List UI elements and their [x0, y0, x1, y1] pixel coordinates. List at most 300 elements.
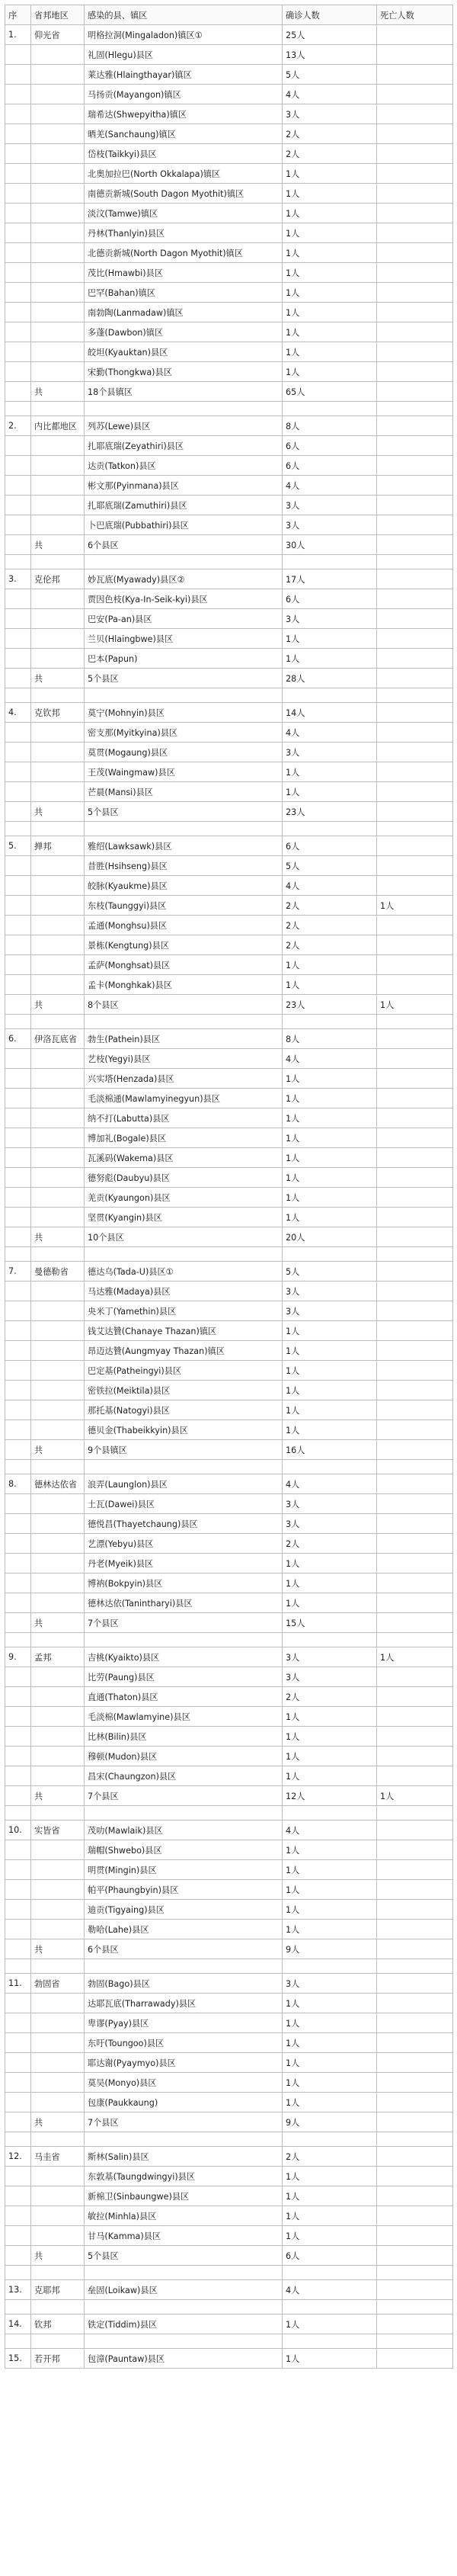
separator-row [5, 1460, 453, 1474]
separator-cell [85, 2300, 283, 2315]
death-count [377, 1069, 453, 1089]
row-number [5, 1168, 31, 1188]
township-name: 昌宋(Chaungzon)县区 [85, 1766, 283, 1786]
region-name [31, 876, 85, 896]
township-name: 卑谬(Pyay)县区 [85, 2013, 283, 2033]
header-cases: 确诊人数 [283, 5, 377, 25]
region-name [31, 1554, 85, 1574]
separator-cell [377, 1247, 453, 1262]
death-count [377, 342, 453, 362]
case-count: 13人 [283, 45, 377, 65]
separator-cell [377, 822, 453, 836]
region-name [31, 762, 85, 782]
row-number: 6. [5, 1029, 31, 1049]
region-name [31, 1920, 85, 1939]
death-count [377, 65, 453, 85]
death-count [377, 204, 453, 223]
region-name [31, 1321, 85, 1341]
separator-cell [31, 822, 85, 836]
total-township-count: 8个县区 [85, 995, 283, 1015]
region-name [31, 164, 85, 184]
region-name [31, 896, 85, 916]
row-number [5, 263, 31, 283]
township-name: 兰贝(Hlaingbwe)县区 [85, 629, 283, 649]
row-number [5, 896, 31, 916]
region-name [31, 204, 85, 223]
case-count: 1人 [283, 1361, 377, 1381]
region-name: 掸邦 [31, 836, 85, 856]
township-name: 淡汶(Tamwe)镇区 [85, 204, 283, 223]
case-count: 4人 [283, 723, 377, 743]
death-count [377, 1341, 453, 1361]
case-count: 1人 [283, 1880, 377, 1900]
case-count: 3人 [283, 104, 377, 124]
region-name: 克钦邦 [31, 703, 85, 723]
township-name: 敏拉(Minhla)县区 [85, 2206, 283, 2226]
table-row [5, 515, 453, 535]
total-township-count: 5个县区 [85, 802, 283, 822]
death-count [377, 589, 453, 609]
separator-cell [5, 2300, 31, 2315]
township-name: 巴本(Papun) [85, 649, 283, 669]
total-township-count: 5个县区 [85, 2246, 283, 2266]
table-row [5, 2349, 453, 2369]
total-spacer [5, 1227, 31, 1247]
row-number [5, 164, 31, 184]
death-count [377, 1667, 453, 1687]
death-count [377, 782, 453, 802]
total-deaths [377, 669, 453, 688]
death-count [377, 703, 453, 723]
region-name [31, 1514, 85, 1534]
case-count: 1人 [283, 1593, 377, 1613]
death-count [377, 762, 453, 782]
separator-cell [31, 1959, 85, 1974]
case-count: 6人 [283, 836, 377, 856]
table-row [5, 1860, 453, 1880]
table-row [5, 1341, 453, 1361]
death-count [377, 2167, 453, 2186]
total-label: 共 [31, 1227, 85, 1247]
death-count [377, 1821, 453, 1840]
region-name [31, 1188, 85, 1208]
township-name: 丹老(Myeik)县区 [85, 1554, 283, 1574]
separator-cell [31, 688, 85, 703]
row-number [5, 1188, 31, 1208]
death-count [377, 1554, 453, 1574]
table-row [5, 1593, 453, 1613]
township-name: 达贡(Tatkon)县区 [85, 456, 283, 476]
death-count [377, 609, 453, 629]
row-number [5, 2186, 31, 2206]
case-count: 1人 [283, 1341, 377, 1361]
table-row [5, 935, 453, 955]
table-row [5, 1420, 453, 1440]
region-name [31, 1766, 85, 1786]
total-spacer [5, 2246, 31, 2266]
case-count: 1人 [283, 1400, 377, 1420]
separator-cell [5, 402, 31, 416]
row-number [5, 496, 31, 515]
death-count [377, 1574, 453, 1593]
row-number [5, 1727, 31, 1747]
death-count [377, 1381, 453, 1400]
case-count: 5人 [283, 1262, 377, 1282]
township-name: 土瓦(Dawei)县区 [85, 1494, 283, 1514]
table-row [5, 1321, 453, 1341]
township-name: 迪贡(Tigyaing)县区 [85, 1900, 283, 1920]
region-name [31, 243, 85, 263]
total-deaths: 1人 [377, 1786, 453, 1806]
township-name: 扎耶底瑞(Zamuthiri)县区 [85, 496, 283, 515]
table-row [5, 184, 453, 204]
region-name [31, 303, 85, 322]
row-number [5, 1707, 31, 1727]
row-number [5, 1420, 31, 1440]
death-count [377, 1168, 453, 1188]
separator-cell [377, 2300, 453, 2315]
region-name [31, 1574, 85, 1593]
table-row [5, 2206, 453, 2226]
case-count: 1人 [283, 1381, 377, 1400]
total-label: 共 [31, 535, 85, 555]
table-row [5, 1994, 453, 2013]
total-cases: 23人 [283, 802, 377, 822]
table-row [5, 975, 453, 995]
region-name [31, 2073, 85, 2093]
table-row [5, 342, 453, 362]
total-row [5, 1440, 453, 1460]
case-count: 1人 [283, 1148, 377, 1168]
township-name: 扎耶底瑞(Zeyathiri)县区 [85, 436, 283, 456]
row-number: 14. [5, 2315, 31, 2334]
row-number [5, 876, 31, 896]
region-name [31, 1381, 85, 1400]
table-row [5, 243, 453, 263]
death-count [377, 1361, 453, 1381]
total-deaths: 1人 [377, 995, 453, 1015]
township-name: 毛淡棉通(Mawlamyinegyun)县区 [85, 1089, 283, 1108]
region-name [31, 1593, 85, 1613]
township-name: 勃生(Pathein)县区 [85, 1029, 283, 1049]
region-name [31, 1208, 85, 1227]
row-number [5, 1400, 31, 1420]
case-count: 1人 [283, 1168, 377, 1188]
total-label: 共 [31, 1786, 85, 1806]
case-count: 3人 [283, 496, 377, 515]
table-row [5, 2226, 453, 2246]
township-name: 吉桃(Kyaikto)县区 [85, 1647, 283, 1667]
region-name [31, 1860, 85, 1880]
separator-cell [377, 402, 453, 416]
total-label: 共 [31, 802, 85, 822]
death-count [377, 975, 453, 995]
table-row [5, 164, 453, 184]
case-count: 1人 [283, 1900, 377, 1920]
death-count [377, 2147, 453, 2167]
total-township-count: 7个县区 [85, 2112, 283, 2132]
township-name: 茂叻(Mawlaik)县区 [85, 1821, 283, 1840]
township-name: 丹林(Thanlyin)县区 [85, 223, 283, 243]
case-count: 3人 [283, 1667, 377, 1687]
region-name [31, 1747, 85, 1766]
total-spacer [5, 802, 31, 822]
death-count [377, 362, 453, 382]
region-name [31, 1727, 85, 1747]
case-count: 1人 [283, 2226, 377, 2246]
township-name: 羌贡(Kyaungon)县区 [85, 1188, 283, 1208]
row-number [5, 1840, 31, 1860]
township-name: 铁定(Tiddim)县区 [85, 2315, 283, 2334]
township-name: 坚贯(Kyangin)县区 [85, 1208, 283, 1227]
region-name [31, 1494, 85, 1514]
header-row [5, 5, 453, 25]
total-row [5, 2112, 453, 2132]
table-row [5, 204, 453, 223]
region-name: 若开邦 [31, 2349, 85, 2369]
table-row [5, 1687, 453, 1707]
row-number [5, 629, 31, 649]
row-number [5, 723, 31, 743]
separator-cell [31, 1460, 85, 1474]
township-name: 德贝金(Thabeikkyin)县区 [85, 1420, 283, 1440]
total-row [5, 995, 453, 1015]
row-number [5, 1534, 31, 1554]
region-name [31, 1148, 85, 1168]
township-name: 彬文那(Pyinmana)县区 [85, 476, 283, 496]
region-name: 内比都地区 [31, 416, 85, 436]
township-name: 南勃陶(Lanmadaw)镇区 [85, 303, 283, 322]
row-number [5, 1148, 31, 1168]
table-row [5, 1974, 453, 1994]
total-deaths [377, 2112, 453, 2132]
region-name [31, 1707, 85, 1727]
region-name: 伊洛瓦底省 [31, 1029, 85, 1049]
total-deaths [377, 1613, 453, 1633]
death-count [377, 85, 453, 104]
total-cases: 65人 [283, 382, 377, 402]
row-number [5, 609, 31, 629]
death-count [377, 45, 453, 65]
region-name [31, 362, 85, 382]
row-number [5, 1049, 31, 1069]
region-name [31, 1420, 85, 1440]
row-number: 5. [5, 836, 31, 856]
table-row [5, 456, 453, 476]
death-count [377, 1494, 453, 1514]
death-count [377, 1593, 453, 1613]
township-name: 瑞帽(Shwebo)县区 [85, 1840, 283, 1860]
region-name [31, 45, 85, 65]
township-name: 礼固(Hlegu)县区 [85, 45, 283, 65]
separator-cell [85, 1959, 283, 1974]
death-count: 1人 [377, 896, 453, 916]
table-row [5, 836, 453, 856]
death-count [377, 1128, 453, 1148]
case-count: 8人 [283, 1029, 377, 1049]
header-deaths: 死亡人数 [377, 5, 453, 25]
total-deaths [377, 1939, 453, 1959]
separator-cell [283, 1633, 377, 1647]
row-number [5, 935, 31, 955]
death-count [377, 1974, 453, 1994]
table-row [5, 1361, 453, 1381]
row-number: 4. [5, 703, 31, 723]
region-name [31, 1301, 85, 1321]
region-name [31, 1282, 85, 1301]
separator-cell [377, 1633, 453, 1647]
separator-row [5, 1247, 453, 1262]
row-number [5, 1554, 31, 1574]
table-row [5, 876, 453, 896]
row-number [5, 2033, 31, 2053]
separator-cell [5, 1959, 31, 1974]
death-count [377, 1049, 453, 1069]
case-count: 17人 [283, 569, 377, 589]
total-spacer [5, 535, 31, 555]
row-number [5, 955, 31, 975]
region-name [31, 322, 85, 342]
region-name [31, 2186, 85, 2206]
separator-row [5, 2334, 453, 2349]
death-count [377, 1282, 453, 1301]
row-number [5, 916, 31, 935]
table-row [5, 1282, 453, 1301]
total-township-count: 6个县区 [85, 1939, 283, 1959]
total-spacer [5, 1613, 31, 1633]
row-number [5, 975, 31, 995]
separator-cell [31, 402, 85, 416]
row-number [5, 782, 31, 802]
separator-cell [5, 1633, 31, 1647]
township-name: 博加礼(Bogale)县区 [85, 1128, 283, 1148]
table-row [5, 1168, 453, 1188]
region-name [31, 1994, 85, 2013]
case-count: 2人 [283, 2147, 377, 2167]
separator-cell [85, 1460, 283, 1474]
total-cases: 16人 [283, 1440, 377, 1460]
case-count: 2人 [283, 896, 377, 916]
township-name: 多蓬(Dawbon)镇区 [85, 322, 283, 342]
death-count [377, 144, 453, 164]
case-count: 1人 [283, 303, 377, 322]
table-row [5, 496, 453, 515]
township-name: 昔胜(Hsihseng)县区 [85, 856, 283, 876]
region-name [31, 955, 85, 975]
case-count: 3人 [283, 1301, 377, 1321]
case-count: 3人 [283, 1282, 377, 1301]
region-name [31, 723, 85, 743]
separator-cell [283, 402, 377, 416]
township-name: 德达乌(Tada-U)县区① [85, 1262, 283, 1282]
death-count [377, 836, 453, 856]
table-row [5, 703, 453, 723]
region-name [31, 85, 85, 104]
row-number [5, 589, 31, 609]
table-row [5, 2315, 453, 2334]
row-number: 8. [5, 1474, 31, 1494]
case-count: 2人 [283, 1687, 377, 1707]
region-name [31, 1534, 85, 1554]
separator-row [5, 555, 453, 569]
township-name: 妙瓦底(Myawady)县区② [85, 569, 283, 589]
table-row [5, 1920, 453, 1939]
row-number [5, 204, 31, 223]
row-number [5, 436, 31, 456]
death-count [377, 2280, 453, 2300]
case-count: 1人 [283, 1860, 377, 1880]
death-count [377, 1029, 453, 1049]
case-count: 1人 [283, 975, 377, 995]
separator-cell [31, 2300, 85, 2315]
case-count: 4人 [283, 1474, 377, 1494]
table-row [5, 1128, 453, 1148]
death-count [377, 743, 453, 762]
township-name: 浪弄(Launglon)县区 [85, 1474, 283, 1494]
separator-cell [377, 688, 453, 703]
table-row [5, 476, 453, 496]
death-count [377, 263, 453, 283]
row-number [5, 1108, 31, 1128]
table-row [5, 2033, 453, 2053]
row-number [5, 85, 31, 104]
case-count: 3人 [283, 743, 377, 762]
township-name: 兴实塔(Henzada)县区 [85, 1069, 283, 1089]
row-number: 10. [5, 1821, 31, 1840]
township-name: 钱艾达贊(Chanaye Thazan)镇区 [85, 1321, 283, 1341]
row-number [5, 283, 31, 303]
township-name: 王茂(Waingmaw)县区 [85, 762, 283, 782]
township-name: 巴安(Pa-an)县区 [85, 609, 283, 629]
separator-cell [85, 2334, 283, 2349]
death-count [377, 1900, 453, 1920]
death-count [377, 569, 453, 589]
region-name [31, 1667, 85, 1687]
case-count: 1人 [283, 629, 377, 649]
table-row [5, 1400, 453, 1420]
township-name: 宋勤(Thongkwa)县区 [85, 362, 283, 382]
death-count [377, 1766, 453, 1786]
region-name [31, 283, 85, 303]
separator-cell [31, 1015, 85, 1029]
township-name: 达耶瓦底(Tharrawady)县区 [85, 1994, 283, 2013]
death-count [377, 2226, 453, 2246]
total-cases: 30人 [283, 535, 377, 555]
death-count [377, 1747, 453, 1766]
township-name: 皎脉(Kyaukme)县区 [85, 876, 283, 896]
case-count: 1人 [283, 1727, 377, 1747]
death-count [377, 856, 453, 876]
township-name: 艺枝(Yegyi)县区 [85, 1049, 283, 1069]
township-name: 帕平(Phaungbyin)县区 [85, 1880, 283, 1900]
total-spacer [5, 1786, 31, 1806]
row-number: 3. [5, 569, 31, 589]
separator-cell [5, 1806, 31, 1821]
separator-cell [31, 1633, 85, 1647]
township-name: 景栋(Kengtung)县区 [85, 935, 283, 955]
township-name: 皎坦(Kyauktan)县区 [85, 342, 283, 362]
death-count: 1人 [377, 1647, 453, 1667]
township-name: 德悦昌(Thayetchaung)县区 [85, 1514, 283, 1534]
case-count: 1人 [283, 283, 377, 303]
row-number [5, 1208, 31, 1227]
region-name [31, 609, 85, 629]
total-deaths [377, 382, 453, 402]
table-row [5, 362, 453, 382]
region-name [31, 975, 85, 995]
township-name: 巴罕(Bahan)镇区 [85, 283, 283, 303]
table-row [5, 1840, 453, 1860]
